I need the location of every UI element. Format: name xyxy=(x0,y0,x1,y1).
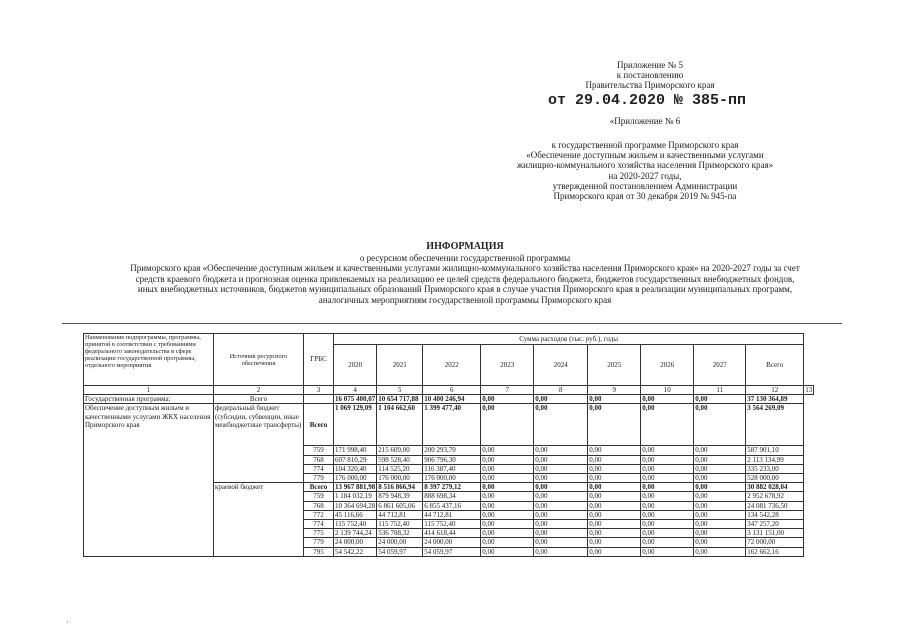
amount-cell: 116 387,40 xyxy=(423,464,481,473)
program-ref-line: к государственной программе Приморского края xyxy=(551,140,739,150)
amount-cell: 13 967 881,98 xyxy=(335,483,376,492)
grbs-cell: 775 xyxy=(304,529,334,538)
program-ref-line: «Обеспечение доступным жильем и качественными услугами xyxy=(526,150,764,161)
amount-cell: 0,00 xyxy=(694,474,746,483)
amount-cell: 0,00 xyxy=(588,404,641,446)
amount-cell: 536 788,32 xyxy=(377,529,423,538)
amount-cell: 0,00 xyxy=(641,538,694,547)
grbs-cell: 779 xyxy=(304,474,334,483)
grbs-cell xyxy=(304,395,334,404)
amount-cell: 0,00 xyxy=(534,455,588,464)
year-header: 2022 xyxy=(423,345,481,386)
stray-mark: · xyxy=(66,618,69,627)
amount-cell: 24 081 736,50 xyxy=(746,501,804,510)
amount-cell: 2 952 678,92 xyxy=(746,492,804,501)
source-cell: федеральный бюджет (субсидии, субвенции, иные межбюджетные трансферты) xyxy=(214,404,304,483)
amount-cell: 10 364 694,28 xyxy=(335,501,376,510)
title-line: средств краевого бюджета и прогнозная оценка привлекаемых на реализацию ее целей средств федерального бюджета, бюджетов государственных внебюджетных фондов, xyxy=(135,273,795,284)
program-ref-line: Приморского края от 30 декабря 2019 № 945-па xyxy=(553,191,737,202)
amount-cell: 0,00 xyxy=(534,474,588,483)
header-grbs-col: ГРБС xyxy=(304,334,334,386)
amount-cell: 0,00 xyxy=(588,501,641,510)
amount-cell: 0,00 xyxy=(694,492,746,501)
amount-cell: 0,00 xyxy=(588,455,641,464)
title-line: о ресурсном обеспечении государственной программы xyxy=(359,252,571,263)
amount-cell: 2 139 744,24 xyxy=(334,529,377,538)
amount-cell: 0,00 xyxy=(481,474,534,483)
divider-line xyxy=(62,323,842,324)
amount-cell: 0,00 xyxy=(694,455,746,464)
amount-cell: 0,00 xyxy=(588,483,641,492)
amount-cell: 104 320,40 xyxy=(334,464,377,473)
amount-cell: 0,00 xyxy=(641,446,694,455)
amount-cell: 0,00 xyxy=(588,492,641,501)
amount-cell: 0,00 xyxy=(481,547,534,556)
amount-cell: 0,00 xyxy=(694,404,746,446)
amount-cell: 24 000,00 xyxy=(377,538,423,547)
appendix-number: Приложение № 5 xyxy=(617,60,683,70)
amount-cell: 114 525,20 xyxy=(377,464,423,473)
amount-cell: 134 542,28 xyxy=(746,510,804,519)
grbs-cell: Всего xyxy=(304,483,334,492)
column-number: 8 xyxy=(534,386,588,395)
subprogram-name-cell: Обеспечение доступным жильем и качественными услугами ЖКХ населения Приморского края xyxy=(84,404,214,556)
header-name-col: Наименование подпрограммы, программы, принятой в соответствии с требованиями федерального законодательства в сфере реализации государственной программы, отдельного мероприятия xyxy=(84,334,214,386)
amount-cell: 0,00 xyxy=(534,446,588,455)
decree-date-number: от 29.04.2020 № 385-пп xyxy=(548,92,747,109)
amount-cell: 115 752,40 xyxy=(334,520,377,529)
amount-cell: 171 998,40 xyxy=(334,446,377,455)
grbs-cell: 759 xyxy=(304,446,334,455)
amount-cell: 528 000,00 xyxy=(746,474,804,483)
amount-cell: 0,00 xyxy=(641,510,694,519)
appendix-6-label: «Приложение № 6 xyxy=(609,116,681,126)
amount-cell: 0,00 xyxy=(534,547,588,556)
amount-cell: 0,00 xyxy=(481,483,534,492)
amount-cell: 16 075 400,07 xyxy=(335,395,376,404)
amount-cell: 906 796,30 xyxy=(423,455,481,464)
amount-cell: 0,00 xyxy=(694,446,746,455)
amount-cell: 176 000,00 xyxy=(334,474,377,483)
year-header: 2027 xyxy=(694,345,746,386)
year-header: 2025 xyxy=(588,345,641,386)
amount-cell: 0,00 xyxy=(534,464,588,473)
amount-cell: 0,00 xyxy=(481,510,534,519)
column-number: 9 xyxy=(588,386,641,395)
title-line: аналогичных мероприятиям государственной программы Приморского края xyxy=(318,294,612,305)
year-header: Всего xyxy=(746,345,804,386)
amount-cell: 888 698,34 xyxy=(423,492,481,501)
grbs-cell: 768 xyxy=(304,501,334,510)
document-title xyxy=(80,242,850,305)
amount-cell: 44 712,81 xyxy=(377,510,423,519)
title-line: Приморского края «Обеспечение доступным жильем и качественными услугами жилищно-коммунального хозяйства населения Приморского края» на 2020-2027 годы за счет xyxy=(130,263,800,273)
resource-table xyxy=(83,333,814,557)
amount-cell: 0,00 xyxy=(588,520,641,529)
amount-cell: 879 948,39 xyxy=(377,492,423,501)
amount-cell: 0,00 xyxy=(694,501,746,510)
amount-cell: 1 104 662,60 xyxy=(377,404,423,446)
appendix-government: Правительства Приморского края xyxy=(585,80,715,90)
amount-cell: 3 564 269,09 xyxy=(746,404,804,446)
amount-cell: 3 131 151,00 xyxy=(746,529,804,538)
year-header: 2023 xyxy=(481,345,534,386)
amount-cell: 0,00 xyxy=(641,492,694,501)
amount-cell: 1 184 032,19 xyxy=(334,492,377,501)
source-cell: краевой бюджет xyxy=(214,483,304,557)
amount-cell: 0,00 xyxy=(694,547,746,556)
amount-cell: 1 069 129,09 xyxy=(334,404,377,446)
amount-cell: 0,00 xyxy=(641,464,694,473)
amount-cell: 0,00 xyxy=(641,520,694,529)
amount-cell: 0,00 xyxy=(534,520,588,529)
amount-cell: 0,00 xyxy=(641,547,694,556)
column-number: 11 xyxy=(694,386,746,395)
amount-cell: 215 609,00 xyxy=(377,446,423,455)
amount-cell: 176 000,00 xyxy=(423,474,481,483)
appendix-to-decree: к постановлению xyxy=(616,70,684,80)
grbs-cell: Всего xyxy=(304,404,334,446)
amount-cell: 414 618,44 xyxy=(423,529,481,538)
amount-cell: 0,00 xyxy=(641,395,694,404)
amount-cell: 0,00 xyxy=(641,483,694,492)
amount-cell: 6 855 437,16 xyxy=(423,501,481,510)
column-number: 3 xyxy=(304,386,334,395)
amount-cell: 0,00 xyxy=(588,547,641,556)
column-number: 10 xyxy=(641,386,694,395)
amount-cell: 0,00 xyxy=(694,464,746,473)
amount-cell: 24 000,00 xyxy=(334,538,377,547)
amount-cell: 0,00 xyxy=(588,395,641,404)
amount-cell: 0,00 xyxy=(694,520,746,529)
amount-cell: 0,00 xyxy=(694,395,746,404)
grbs-cell: 774 xyxy=(304,520,334,529)
amount-cell: 54 059,97 xyxy=(377,547,423,556)
program-reference xyxy=(480,140,810,201)
amount-cell: 0,00 xyxy=(588,538,641,547)
amount-cell: 0,00 xyxy=(694,529,746,538)
amount-cell: 54 059,97 xyxy=(423,547,481,556)
grbs-cell: 759 xyxy=(304,492,334,501)
table-row xyxy=(84,395,814,404)
program-ref-line: жилищно-коммунального хозяйства населения Приморского края» xyxy=(516,160,774,171)
amount-cell: 0,00 xyxy=(641,455,694,464)
amount-cell: 0,00 xyxy=(588,529,641,538)
program-name-cell: Государственная программа: xyxy=(84,395,214,404)
amount-cell: 0,00 xyxy=(588,474,641,483)
amount-cell: 8 516 866,94 xyxy=(377,483,423,492)
amount-cell: 347 257,20 xyxy=(746,520,804,529)
amount-cell: 0,00 xyxy=(534,501,588,510)
amount-cell: 587 901,10 xyxy=(746,446,804,455)
amount-cell: 0,00 xyxy=(534,395,588,404)
column-number: 1 xyxy=(84,386,214,395)
amount-cell: 0,00 xyxy=(481,529,534,538)
amount-cell: 0,00 xyxy=(481,501,534,510)
amount-cell: 0,00 xyxy=(481,520,534,529)
amount-cell: 10 654 717,88 xyxy=(377,395,423,404)
amount-cell: 598 528,40 xyxy=(377,455,423,464)
amount-cell: 10 400 246,94 xyxy=(423,395,481,404)
amount-cell: 44 712,81 xyxy=(423,510,481,519)
amount-cell: 0,00 xyxy=(534,538,588,547)
grbs-cell: 768 xyxy=(304,455,334,464)
appendix-header xyxy=(480,60,820,90)
year-header: 2021 xyxy=(377,345,423,386)
program-ref-line: утвержденной постановлением Администрации xyxy=(552,180,738,191)
year-header: 2024 xyxy=(534,345,588,386)
program-ref-line: на 2020-2027 годы, xyxy=(608,170,682,181)
amount-cell: 0,00 xyxy=(641,404,694,446)
amount-cell: 0,00 xyxy=(534,404,588,446)
amount-cell: 8 397 279,12 xyxy=(423,483,481,492)
grbs-cell: 774 xyxy=(304,464,334,473)
amount-cell: 162 662,16 xyxy=(746,547,804,556)
column-number: 5 xyxy=(377,386,423,395)
amount-cell: 0,00 xyxy=(588,464,641,473)
amount-cell: 30 882 028,04 xyxy=(746,483,804,492)
amount-cell: 0,00 xyxy=(588,446,641,455)
amount-cell: 0,00 xyxy=(481,455,534,464)
amount-cell: 0,00 xyxy=(534,483,588,492)
amount-cell: 0,00 xyxy=(534,492,588,501)
amount-cell: 0,00 xyxy=(481,538,534,547)
header-source-col: Источник ресурсного обеспечения xyxy=(214,334,304,386)
amount-cell: 0,00 xyxy=(481,446,534,455)
amount-cell: 0,00 xyxy=(534,529,588,538)
amount-cell: 0,00 xyxy=(481,492,534,501)
title-heading: ИНФОРМАЦИЯ xyxy=(426,241,504,252)
column-number: 13 xyxy=(805,386,813,394)
amount-cell: 2 113 134,99 xyxy=(746,455,804,464)
year-header: 2026 xyxy=(641,345,694,386)
table-row xyxy=(84,404,814,446)
grbs-cell: 772 xyxy=(304,510,334,519)
amount-cell: 607 810,29 xyxy=(334,455,377,464)
amount-cell: 0,00 xyxy=(694,483,746,492)
column-number: 6 xyxy=(423,386,481,395)
title-line: иных внебюджетных источников, бюджетов муниципальных образований Приморского края в случае участия Приморского края в реализации муниципальных программ, xyxy=(137,284,793,294)
amount-cell: 0,00 xyxy=(694,510,746,519)
amount-cell: 0,00 xyxy=(641,501,694,510)
amount-cell: 176 000,00 xyxy=(377,474,423,483)
amount-cell: 24 000,00 xyxy=(423,538,481,547)
amount-cell: 1 399 477,40 xyxy=(423,404,481,446)
amount-cell: 37 130 364,89 xyxy=(746,395,804,404)
column-number: 2 xyxy=(214,386,304,395)
column-number: 7 xyxy=(481,386,534,395)
year-header: 2020 xyxy=(334,345,377,386)
source-cell: Всего xyxy=(214,395,304,404)
amount-cell: 6 861 605,06 xyxy=(377,501,423,510)
amount-cell: 0,00 xyxy=(641,474,694,483)
amount-cell: 54 542,22 xyxy=(334,547,377,556)
amount-cell: 0,00 xyxy=(694,538,746,547)
grbs-cell: 795 xyxy=(304,547,334,556)
amount-cell: 45 116,66 xyxy=(334,510,377,519)
amount-cell: 72 000,00 xyxy=(746,538,804,547)
header-sum-col: Сумма расходов (тыс. руб.), годы xyxy=(334,334,804,345)
amount-cell: 0,00 xyxy=(481,395,534,404)
amount-cell: 0,00 xyxy=(641,529,694,538)
amount-cell: 0,00 xyxy=(481,404,534,446)
column-number: 12 xyxy=(746,386,804,395)
amount-cell: 0,00 xyxy=(534,510,588,519)
column-number: 4 xyxy=(334,386,377,395)
grbs-cell: 779 xyxy=(304,538,334,547)
amount-cell: 0,00 xyxy=(588,510,641,519)
amount-cell: 115 752,40 xyxy=(423,520,481,529)
amount-cell: 335 233,00 xyxy=(746,464,804,473)
amount-cell: 115 752,40 xyxy=(377,520,423,529)
amount-cell: 200 293,70 xyxy=(423,446,481,455)
amount-cell: 0,00 xyxy=(481,464,534,473)
